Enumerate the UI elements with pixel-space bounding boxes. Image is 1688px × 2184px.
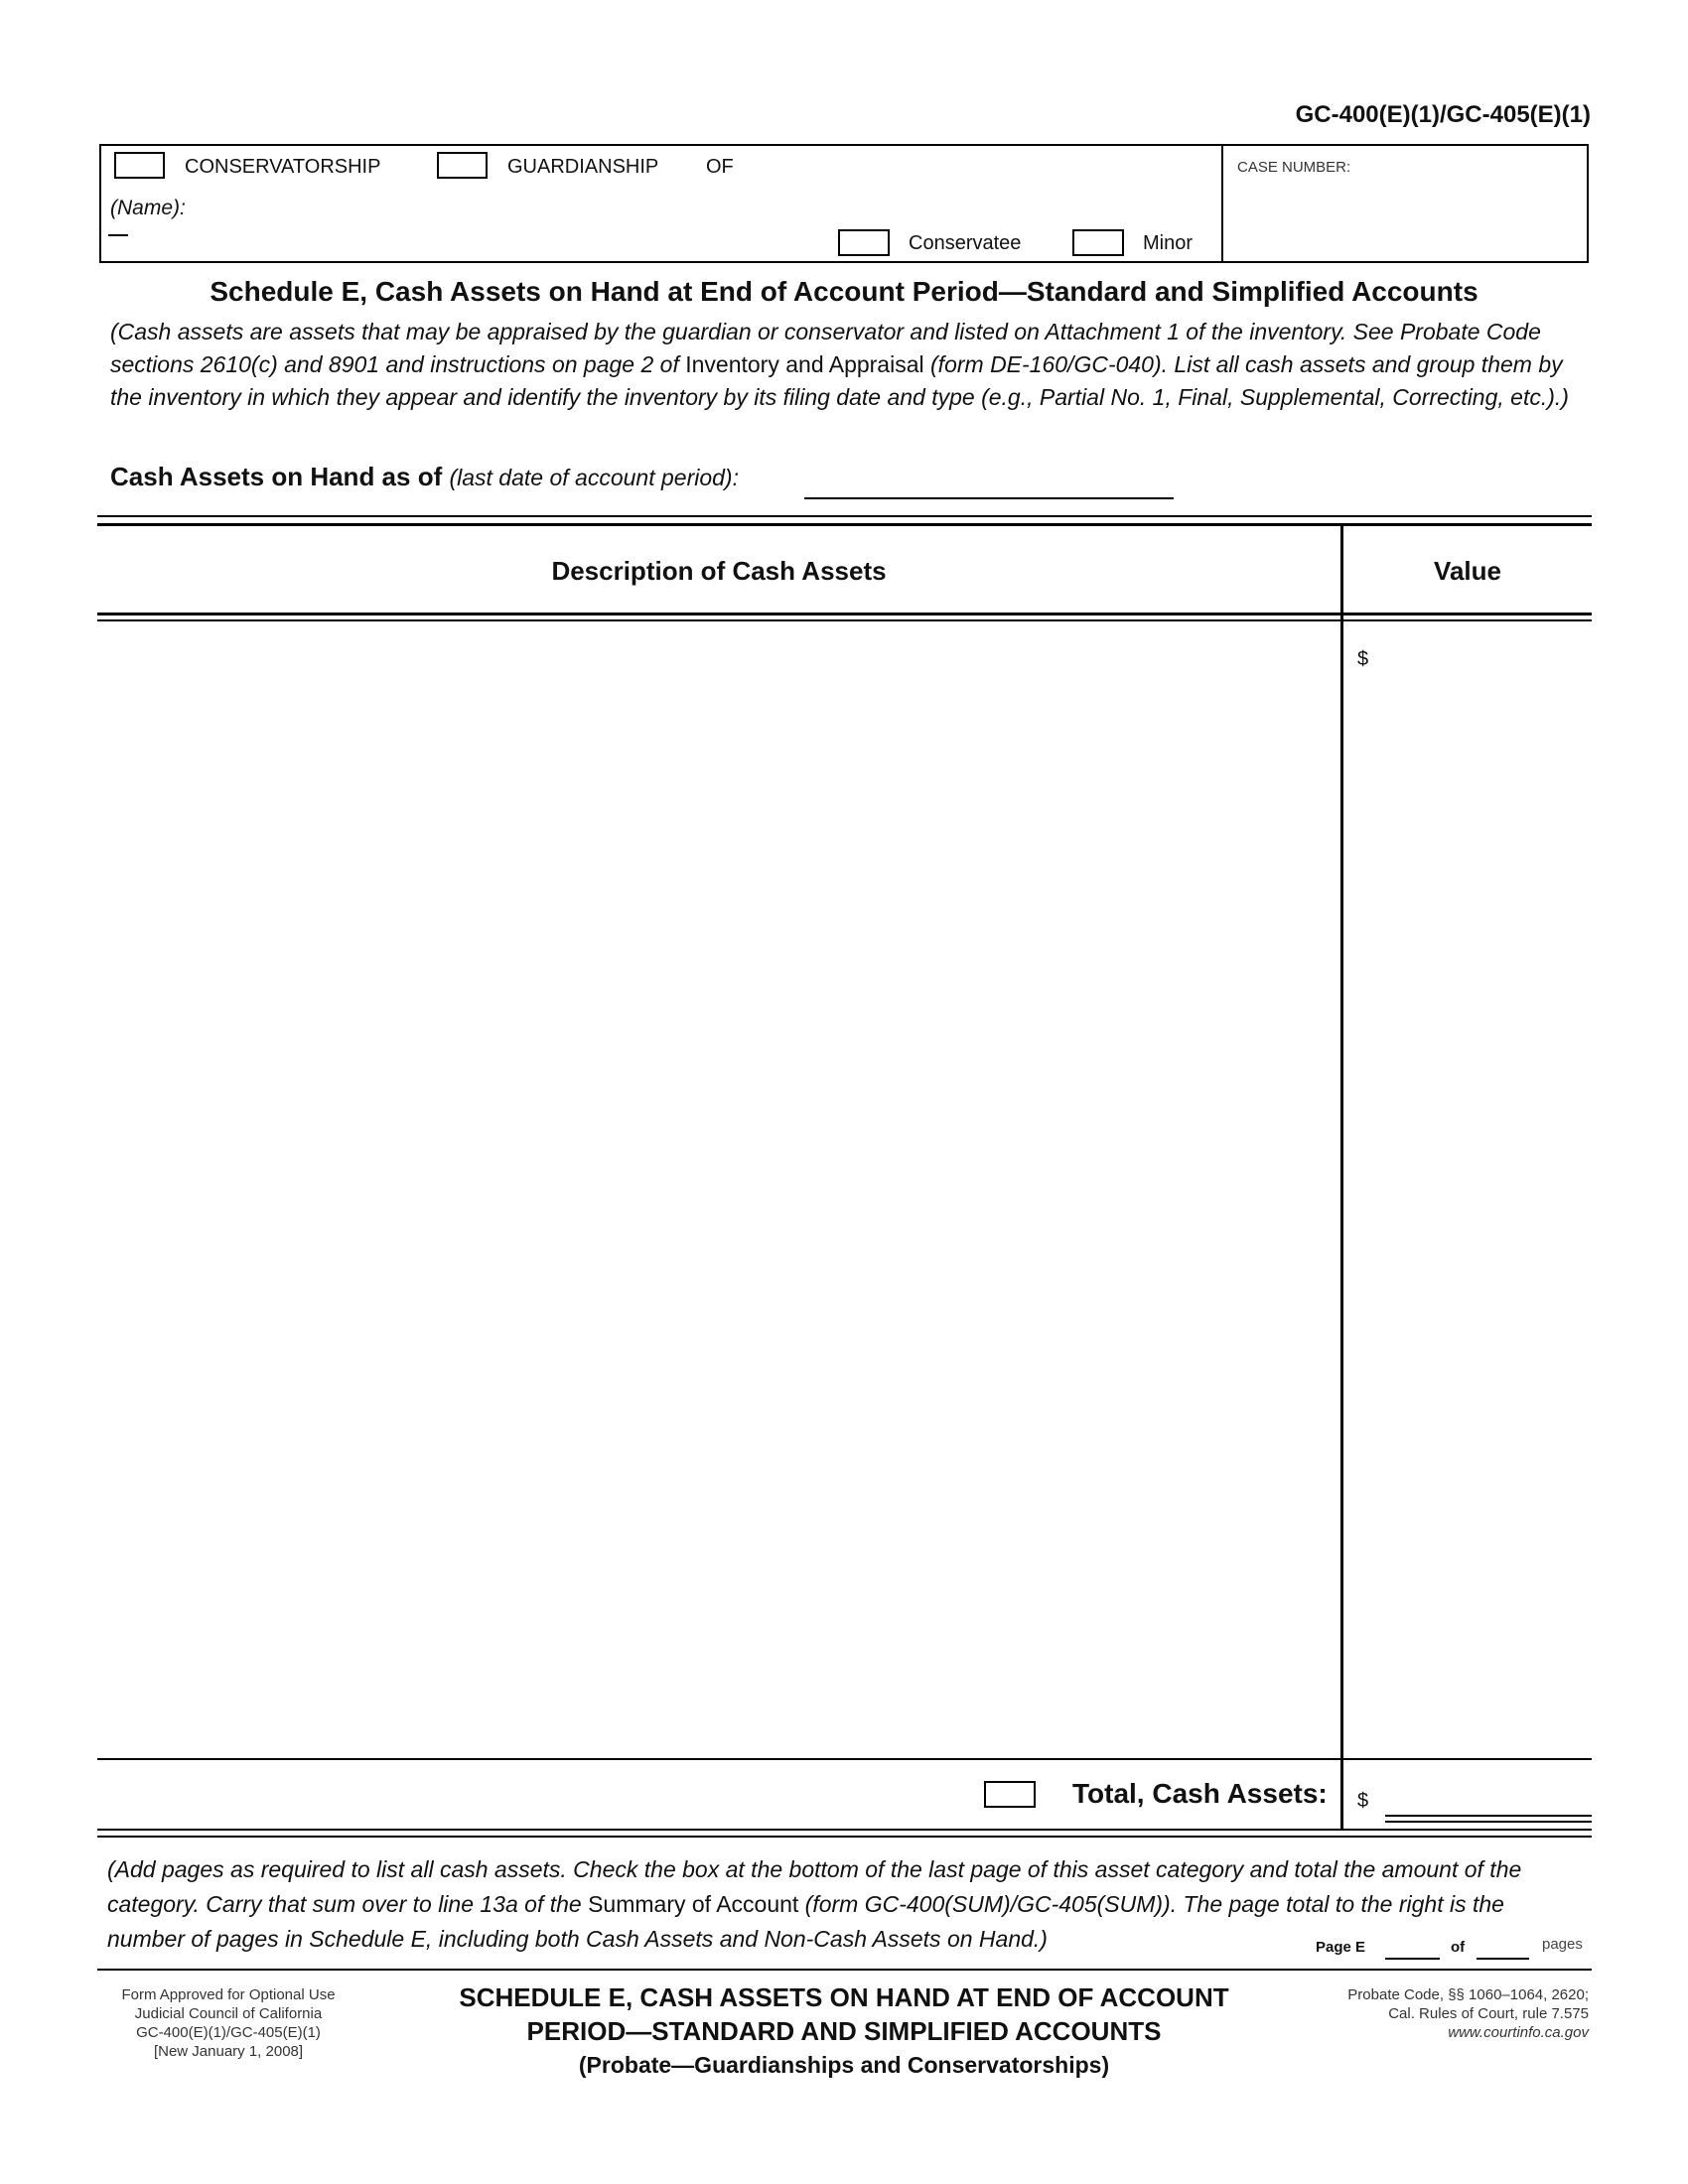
footer-right-line2: Cal. Rules of Court, rule 7.575 bbox=[1388, 2005, 1589, 2022]
table-top-rule-1 bbox=[97, 515, 1592, 517]
conservatorship-checkbox[interactable] bbox=[114, 152, 165, 179]
footer-right-line1: Probate Code, §§ 1060–1064, 2620; bbox=[1347, 1986, 1589, 2003]
as-of-label: Cash Assets on Hand as of bbox=[110, 462, 443, 491]
form-number: GC-400(E)(1)/GC-405(E)(1) bbox=[1295, 101, 1591, 128]
page-of-label: of bbox=[1451, 1939, 1466, 1956]
table-bottom-rule-1 bbox=[97, 1829, 1592, 1831]
table-top-rule-2 bbox=[97, 523, 1592, 526]
guardianship-label: GUARDIANSHIP bbox=[507, 156, 659, 178]
value-header: Value bbox=[1434, 556, 1501, 586]
description-area[interactable] bbox=[101, 627, 1336, 1754]
page-number-underline bbox=[1385, 1958, 1440, 1960]
footnote-summary-name: Summary of Account bbox=[588, 1891, 799, 1917]
caption-divider bbox=[1221, 144, 1223, 263]
of-label: OF bbox=[706, 156, 734, 178]
minor-checkbox[interactable] bbox=[1072, 229, 1124, 256]
instructions bbox=[110, 316, 1580, 414]
minor-label: Minor bbox=[1143, 232, 1194, 254]
footer-title-line3: (Probate—Guardianships and Conservatorships) bbox=[578, 2052, 1110, 2078]
footer-title-line1: SCHEDULE E, CASH ASSETS ON HAND AT END OF ACCOUNT bbox=[459, 1982, 1229, 2012]
as-of-date-field[interactable] bbox=[804, 465, 1174, 496]
table-bottom-rule-2 bbox=[97, 1836, 1592, 1838]
name-label: (Name): bbox=[110, 197, 186, 219]
total-label: Total, Cash Assets: bbox=[1072, 1778, 1328, 1809]
case-number-label: CASE NUMBER: bbox=[1237, 159, 1351, 176]
schedule-title: Schedule E, Cash Assets on Hand at End of Account Period—Standard and Simplified Accounts bbox=[210, 276, 1478, 307]
conservatee-label: Conservatee bbox=[909, 232, 1022, 254]
footer-left-line3: GC-400(E)(1)/GC-405(E)(1) bbox=[136, 2024, 321, 2041]
instructions-form-name: Inventory and Appraisal bbox=[685, 351, 924, 377]
as-of-line bbox=[110, 462, 739, 492]
name-field[interactable] bbox=[134, 214, 829, 240]
value-currency-symbol: $ bbox=[1357, 648, 1369, 670]
page-number-field[interactable] bbox=[1385, 1934, 1440, 1958]
total-underline-2 bbox=[1385, 1821, 1592, 1823]
footer-rule bbox=[97, 1969, 1592, 1971]
footnote-part1: (Add pages as required to list all cash assets. Check the box at the bottom of the last page of this asset category and total the amount of the category. Carry that sum over to line 13a of the bbox=[107, 1856, 1522, 1917]
total-top-rule bbox=[97, 1758, 1592, 1760]
footer-left-line4: [New January 1, 2008] bbox=[153, 2043, 304, 2060]
footer-title-line2: PERIOD—STANDARD AND SIMPLIFIED ACCOUNTS bbox=[526, 2016, 1162, 2046]
header-rule-2 bbox=[97, 619, 1592, 621]
footer-right bbox=[1261, 1985, 1589, 2042]
page-total-underline bbox=[1477, 1958, 1529, 1960]
footer-left-line1: Form Approved for Optional Use bbox=[121, 1986, 336, 2003]
case-number-field[interactable] bbox=[1231, 184, 1579, 253]
footnote-part2: (form GC-400(SUM)/GC-405(SUM)). The page total to the right is the number of pages in Schedule E, including both Cash Assets and Non-Cash Assets on Hand.) bbox=[107, 1891, 1504, 1952]
header-rule-1 bbox=[97, 613, 1592, 615]
name-dash bbox=[108, 234, 128, 236]
footer-left-line2: Judicial Council of California bbox=[134, 2005, 323, 2022]
total-underline-1 bbox=[1385, 1815, 1592, 1817]
footer-title bbox=[377, 1980, 1311, 2082]
last-page-checkbox[interactable] bbox=[984, 1781, 1036, 1808]
total-value-field[interactable] bbox=[1385, 1777, 1589, 1811]
table-column-divider bbox=[1340, 526, 1343, 1829]
instructions-part2: (form DE-160/GC-040). List all cash assets and group them by the inventory in which they appear and identify the inventory by its filing date and type (e.g., Partial No. 1, Final, Supplemental, Correcting, etc.).) bbox=[110, 351, 1569, 410]
conservatee-checkbox[interactable] bbox=[838, 229, 890, 256]
as-of-date-underline bbox=[804, 497, 1174, 499]
page-label: Page E bbox=[1316, 1939, 1366, 1956]
description-header: Description of Cash Assets bbox=[551, 556, 887, 586]
footer-left bbox=[79, 1985, 377, 2061]
as-of-hint: (last date of account period): bbox=[449, 465, 739, 490]
value-area[interactable] bbox=[1375, 635, 1584, 1752]
total-currency-symbol: $ bbox=[1357, 1790, 1369, 1812]
conservatorship-label: CONSERVATORSHIP bbox=[185, 156, 381, 178]
page-total-field[interactable] bbox=[1477, 1934, 1529, 1958]
instructions-part1: (Cash assets are assets that may be appraised by the guardian or conservator and listed on Attachment 1 of the inventory. See Probate Code sections 2610(c) and 8901 and instructions on page 2 of bbox=[110, 319, 1541, 377]
footer-right-url: www.courtinfo.ca.gov bbox=[1448, 2024, 1589, 2041]
pages-label: pages bbox=[1542, 1936, 1583, 1953]
guardianship-checkbox[interactable] bbox=[437, 152, 488, 179]
